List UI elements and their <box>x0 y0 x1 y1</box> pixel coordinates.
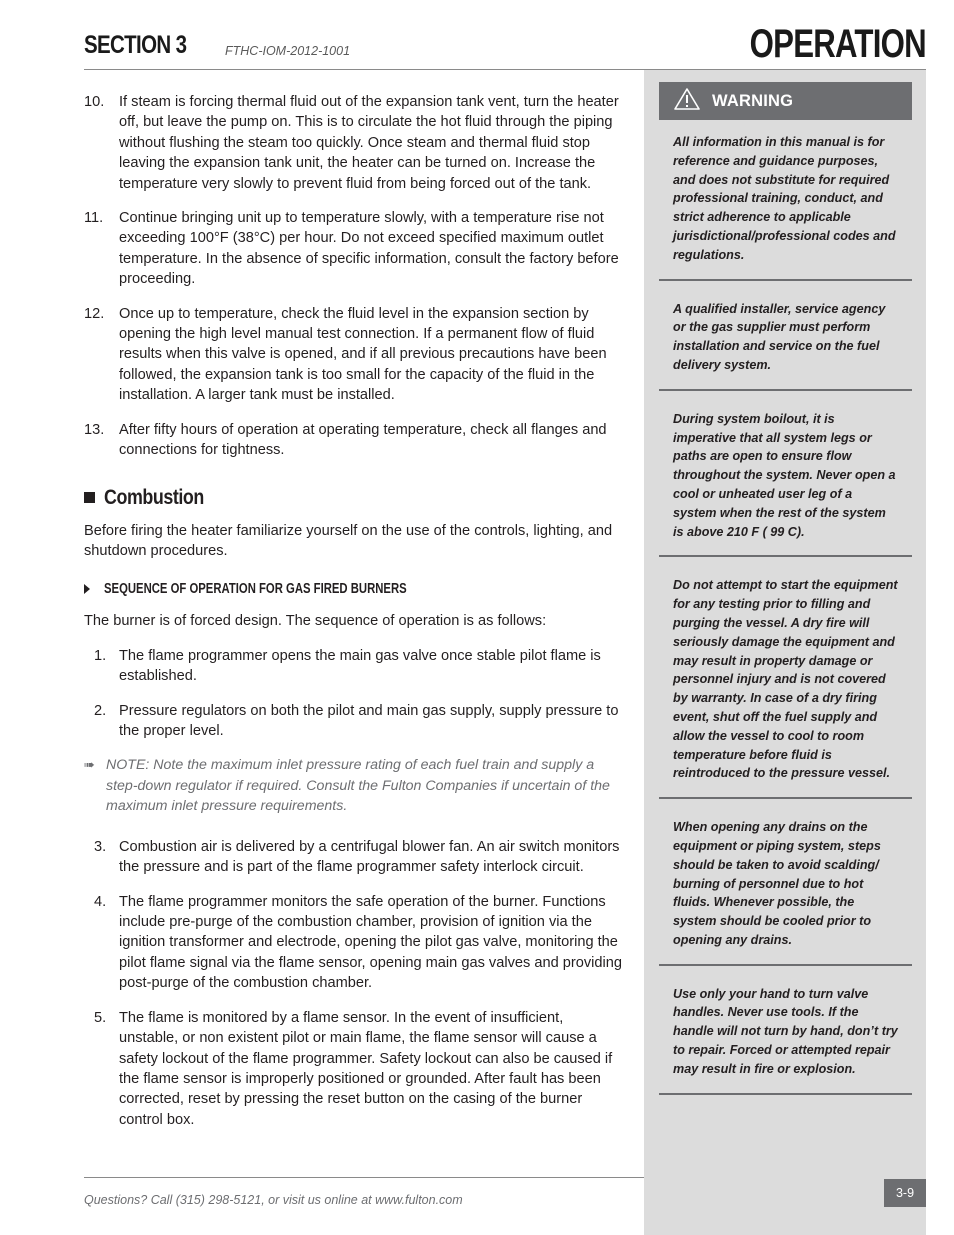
main-content <box>84 92 624 1144</box>
sequence-heading <box>84 579 624 599</box>
square-bullet-icon <box>84 492 95 503</box>
list-item <box>84 1008 624 1130</box>
warning-label: WARNING <box>712 91 794 110</box>
warning-item: Use only your hand to turn valve handles. Never use tools. If the handle will not turn by hand, don’t try to repair. Forced or attempted repair may result in fire or explosion. <box>659 984 912 1095</box>
list-item-number: 13. <box>84 421 105 438</box>
page-title: OPERATION <box>749 22 926 66</box>
warning-item: All information in this manual is for reference and guidance purposes, and does not substitute for required professional training, conduct, and strict adherence to applicable jurisdictional/professional codes and regulations. <box>659 132 912 281</box>
combustion-heading-text: Combustion <box>104 485 204 509</box>
list-item-number: 2. <box>94 702 107 719</box>
list-item-number: 5. <box>94 1009 107 1026</box>
combustion-intro: Before firing the heater familiarize yourself on the use of the controls, lighting, and shutdown procedures. <box>84 522 613 559</box>
list-item-number: 4. <box>94 893 107 910</box>
list-item-text: After fifty hours of operation at operating temperature, check all flanges and connections for tightness. <box>119 421 607 459</box>
footer-contact: Questions? Call (315) 298-5121, or visit us online at www.fulton.com <box>84 1193 463 1207</box>
list-item-number: 1. <box>94 647 107 664</box>
list-item-text: Pressure regulators on both the pilot and main gas supply, supply pressure to the proper level. <box>119 702 619 739</box>
list-item-text: Continue bringing unit up to temperature slowly, with a temperature rise not exceeding 100°F (38°C) per hour. Do not exceed specified maximum outlet temperature. In the absence of specific information, consult the factory before proceeding. <box>119 210 619 288</box>
list-item <box>84 208 624 290</box>
list-item-number: 12. <box>84 305 105 322</box>
list-item-text: Combustion air is delivered by a centrifugal blower fan. An air switch monitors the pressure and is part of the flame programmer safety interlock circuit. <box>119 838 620 876</box>
list-item <box>84 304 624 406</box>
list-item <box>84 92 624 194</box>
startup-steps-list <box>84 92 624 461</box>
pointing-hand-icon: ➠ <box>84 757 95 773</box>
warning-item: A qualified installer, service agency or the gas supplier must perform installation and service on the fuel delivery system. <box>659 299 912 391</box>
list-item-text: The flame is monitored by a flame sensor. In the event of insufficient, unstable, or non existent pilot or main flame, the flame sensor will cause a safety lockout of the flame programmer. Safety lockout can also be caused if the flame sensor is improperly positioned or grounded. After fault has been corrected, reset by pressing the reset button on the casing of the burner control box. <box>119 1009 613 1128</box>
document-code: FTHC-IOM-2012-1001 <box>225 44 351 58</box>
list-item-text: The flame programmer monitors the safe operation of the burner. Functions include pre-purge of the combustion chamber, provision of ignition via the ignition transformer and electrode, opening the pilot gas valve, monitoring the pilot flame signal via the flame sensor, opening main gas valves and providing post-purge of the combustion chamber. <box>119 893 622 992</box>
sequence-intro: The burner is of forced design. The sequence of operation is as follows: <box>84 613 547 630</box>
list-item <box>84 837 624 878</box>
sequence-steps-list-continued <box>84 837 624 1130</box>
warning-list <box>659 132 912 1113</box>
footer-divider <box>84 1177 644 1178</box>
list-item <box>84 892 624 994</box>
warning-header <box>659 82 912 120</box>
list-item <box>84 701 624 742</box>
list-item-number: 11. <box>84 210 104 227</box>
list-item-number: 3. <box>94 838 107 855</box>
warning-triangle-icon <box>674 88 700 115</box>
triangle-bullet-icon <box>84 584 90 594</box>
warning-item: During system boilout, it is imperative that all system legs or paths are open to ensure flow throughout the system. Never open a cool or unheated user leg of a system when the rest of the system is above 210 F ( 99 C). <box>659 409 912 558</box>
sequence-steps-list <box>84 646 624 742</box>
page-number: 3-9 <box>884 1179 926 1207</box>
section-label: SECTION 3 <box>84 31 187 59</box>
warning-item: Do not attempt to start the equipment for any testing prior to filling and purging the vessel. A dry fire will seriously damage the equipment and may result in property damage or personnel injury and is not covered by warranty. In case of a dry firing event, shut off the fuel supply and allow the vessel to cool to room temperature before fluid is reintroduced to the pressure vessel. <box>659 575 912 799</box>
list-item-text: The flame programmer opens the main gas valve once stable pilot flame is established. <box>119 647 601 685</box>
warning-item: When opening any drains on the equipment or piping system, steps should be taken to avoid scalding/ burning of personnel due to hot fluids. Whenever possible, the system should be cooled prior to opening any drains. <box>659 817 912 966</box>
note-text: NOTE: Note the maximum inlet pressure rating of each fuel train and supply a step-down regulator if required. Consult the Fulton Companies if uncertain of the maximum inlet pressure requirements. <box>106 757 610 815</box>
list-item-number: 10. <box>84 94 105 110</box>
warning-sidebar <box>644 70 926 1235</box>
sequence-heading-text: SEQUENCE OF OPERATION FOR GAS FIRED BURNERS <box>104 581 407 598</box>
list-item <box>84 420 624 461</box>
list-item-text: If steam is forcing thermal fluid out of the expansion tank vent, turn the heater off, but leave the pump on. This is to circulate the hot fluid through the piping without flushing the steam too quickly. Once steam and thermal fluid stop leaving the expansion tank unit, the heater can be turned on. Increase the temperature very slowly to prevent fluid from being forced out of the tank. <box>119 94 619 192</box>
note-block <box>84 755 624 817</box>
list-item-text: Once up to temperature, check the fluid level in the expansion section by opening the high level manual test connection. If a permanent flow of fluid results when this valve is opened, and if all previous precautions have been followed, the expansion tank is too small for the capacity of the fluid in the installation. A larger tank must be installed. <box>119 305 607 404</box>
list-item <box>84 646 624 687</box>
combustion-heading <box>84 485 624 511</box>
